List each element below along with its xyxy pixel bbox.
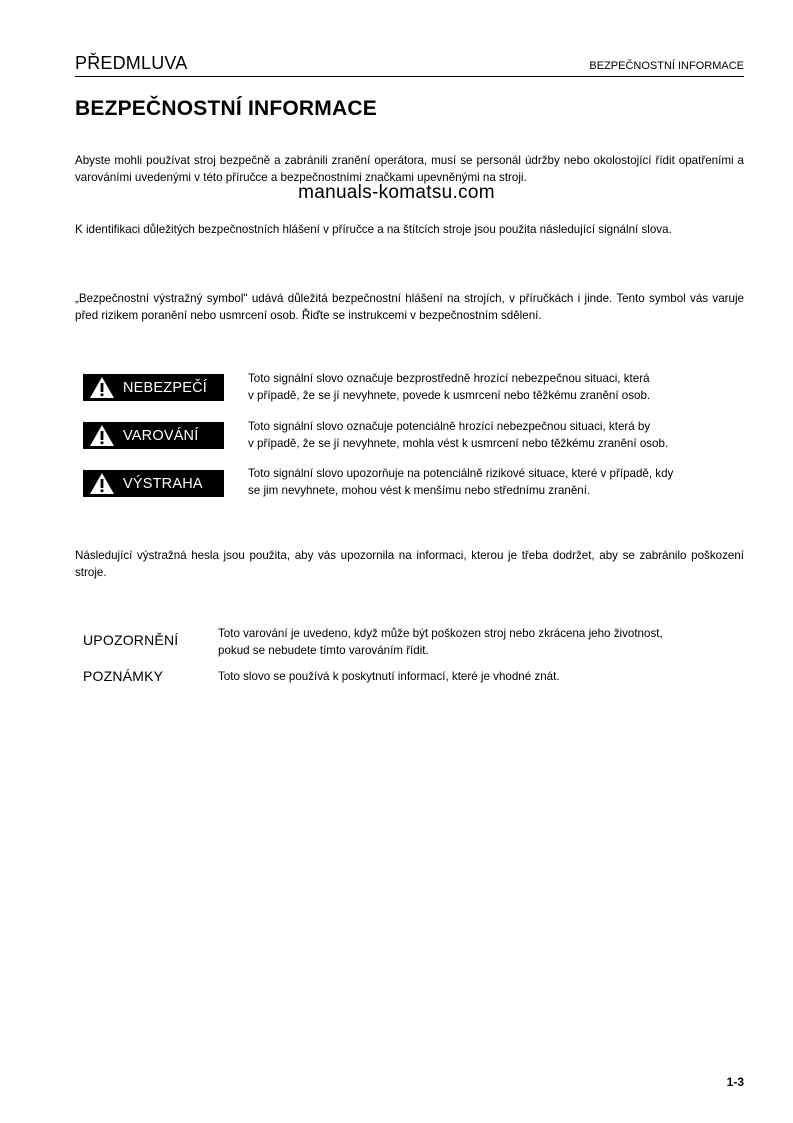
header-section-title: PŘEDMLUVA [75, 53, 188, 73]
watermark: manuals-komatsu.com [298, 182, 495, 203]
warning-triangle-icon [89, 424, 115, 447]
note-description: Toto varování je uvedeno, když může být poškozen stroj nebo zkrácena jeho životnost, pokud se nebudete tímto varováním řídit. [218, 627, 663, 657]
intro-paragraph: Abyste mohli používat stroj bezpečně a zabránili zranění operátora, musí se personál údržby nebo okolostojící řídit opatřeními a varováními uvedenými v této příručce a bezpečnostními značkami upevněnými na stroji. [75, 154, 744, 184]
warning-triangle-icon [89, 376, 115, 399]
signal-description: Toto signální slovo označuje bezprostředně hrozící nebezpečnou situaci, která v případě, že se jí nevyhnete, povede k usmrcení nebo těžkému zranění osob. [248, 372, 651, 402]
property-damage-paragraph: Následující výstražná hesla jsou použita, aby vás upozornila na informaci, kterou je třeba dodržet, aby se zabránilo poškození stroje. [75, 549, 744, 579]
page-title: BEZPEČNOSTNÍ INFORMACE [75, 97, 377, 120]
page-number: 1-3 [726, 1075, 744, 1089]
warning-triangle-icon [89, 472, 115, 495]
note-term-notice: UPOZORNĚNÍ [83, 632, 179, 648]
header-chapter-title: BEZPEČNOSTNÍ INFORMACE [589, 60, 744, 72]
signal-badge-warning [83, 422, 224, 449]
note-description: Toto slovo se používá k poskytnutí informací, které je vhodné znát. [218, 670, 560, 683]
signal-label: VAROVÁNÍ [123, 427, 199, 444]
signal-label: NEBEZPEČÍ [123, 379, 207, 396]
header-divider [75, 76, 744, 77]
signal-label: VÝSTRAHA [123, 475, 203, 492]
signal-words-intro: K identifikaci důležitých bezpečnostních hlášení v příručce a na štítcích stroje jsou použita následující signální slova. [75, 223, 672, 236]
signal-description: Toto signální slovo označuje potenciálně hrozící nebezpečnou situaci, která by v případě, že se jí nevyhnete, mohla vést k usmrcení nebo těžkému zranění osob. [248, 420, 669, 450]
signal-badge-danger [83, 374, 224, 401]
signal-badge-caution [83, 470, 224, 497]
signal-description: Toto signální slovo upozorňuje na potenciálně rizikové situace, které v případě, kdy se jim nevyhnete, mohou vést k menšímu nebo střednímu zranění. [248, 467, 674, 497]
safety-symbol-paragraph: „Bezpečnostní výstražný symbol" udává důležitá bezpečnostní hlášení na strojích, v příručkách i jinde. Tento symbol vás varuje před rizikem poranění nebo usmrcení osob. Řiďte se instrukcemi v bezpečnostním sdělení. [75, 292, 744, 322]
note-term-remarks: POZNÁMKY [83, 668, 164, 684]
